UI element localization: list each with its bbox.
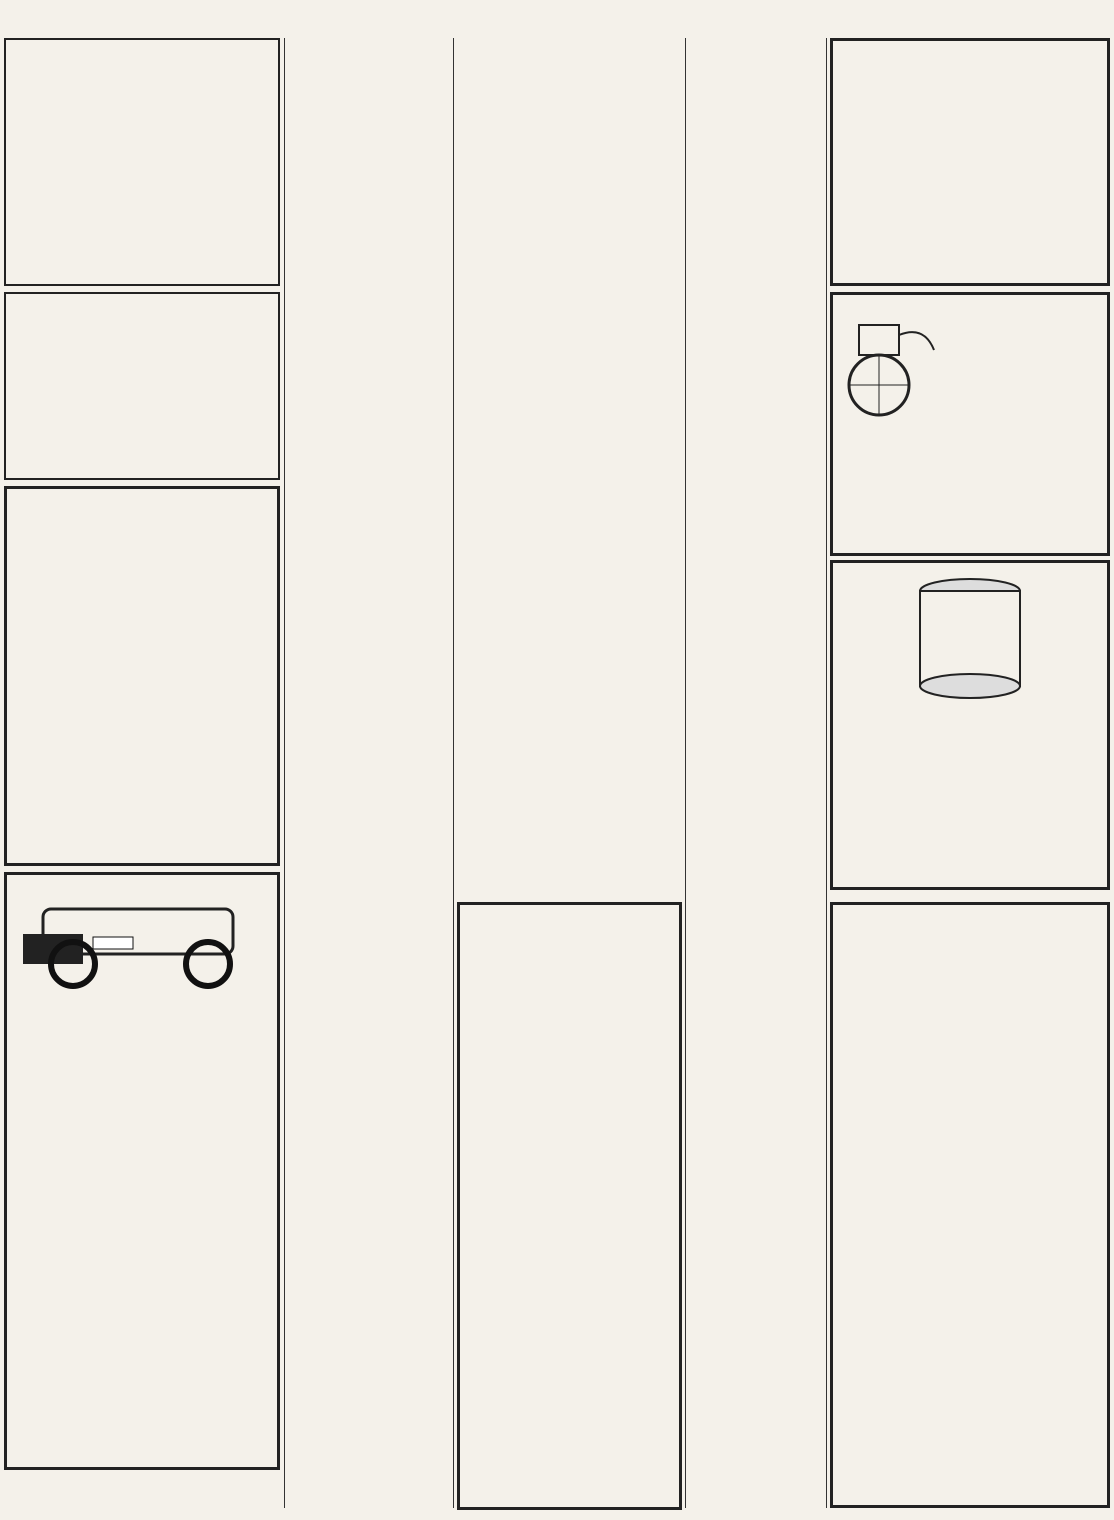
car-illustration-icon	[13, 879, 269, 989]
choice-farms-advert	[4, 292, 280, 480]
masthead	[0, 0, 1114, 34]
column-rule	[685, 38, 686, 1508]
column-rule	[284, 38, 285, 1508]
column-rule	[826, 38, 827, 1508]
column-3	[457, 38, 682, 1516]
column-stratford	[689, 38, 823, 1516]
lester-advert	[830, 902, 1110, 1508]
three-castles-advert	[4, 486, 280, 866]
nestle-box	[830, 560, 1110, 890]
lease-advert	[4, 38, 280, 286]
amber-tips-advert	[457, 902, 682, 1510]
firestone-advert	[4, 872, 280, 1470]
coach-advert	[830, 292, 1110, 556]
column-1	[4, 38, 280, 1516]
column-rule	[453, 38, 454, 1508]
horse-cart-icon	[839, 305, 939, 425]
column-2	[288, 38, 450, 1516]
cement-advert	[830, 38, 1110, 286]
coach-body	[939, 305, 1101, 425]
milk-tin-icon	[910, 573, 1030, 703]
nestle-advert	[830, 560, 1110, 896]
